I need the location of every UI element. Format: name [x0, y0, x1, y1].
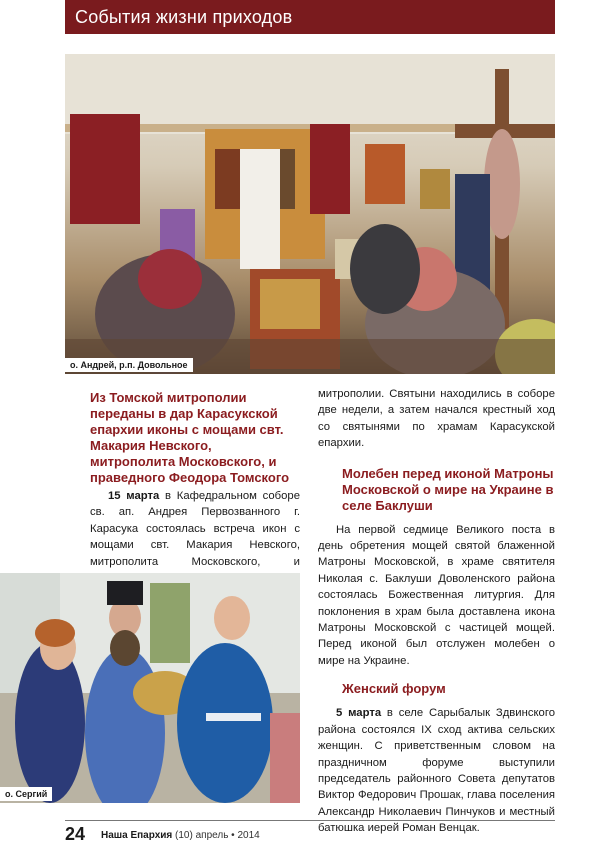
- article3-body: в селе Сарыбалык Здвинского района состоялся IX сход актива сельских женщин. С приветственным словом на праздничном форуме выступили председатель районного Совета депутатов Виктор Федорович Прошак, глава поселения Александр Николаевич Пинчуков и местный батюшка иерей Роман Венцак.: [318, 707, 555, 835]
- article1-text-right: митрополии. Святыни находились в соборе две недели, а затем начался крестный ход со святынями по храмам Карасукской епархии.: [318, 388, 555, 450]
- article1-lead-date: 15 марта: [108, 490, 160, 502]
- issue-info: (10) апрель • 2014: [175, 830, 260, 841]
- article3-paragraph: [318, 705, 555, 836]
- article1-headline: Из Томской митрополии переданы в дар Карасукской епархии иконы с мощами свт. Макария Невского, митрополита Московского, и праведного Феодора Томского: [90, 390, 290, 485]
- page-number: 24: [65, 824, 86, 844]
- article2-body: На первой седмице Великого поста в день обретения мощей святой блаженной Матроны Московской, в храме святителя Николая с. Баклуши Доволенского района состоялась Божественная литургия. Для поклонения в храм была доставлена икона Матроны Московской с частицей мощей. Перед иконой был отслужен молебен о мире на Украине.: [318, 523, 555, 667]
- article3-headline: Женский форум: [342, 681, 446, 697]
- article3-lead-date: 5 марта: [336, 707, 382, 720]
- article1-text-left: в Кафедральном соборе св. ап. Андрея Первозванного г. Карасука состоялась встреча икон с мощами свт. Макария Невского, митрополита Московского, и: [90, 490, 300, 568]
- section-header: [65, 0, 555, 34]
- church-interior-photo: [65, 54, 555, 374]
- church-interior-illustration: [65, 54, 555, 374]
- article1-headline-block: [90, 390, 300, 486]
- right-column: [318, 386, 555, 837]
- footer-info: [101, 830, 260, 841]
- footer-rule: [65, 820, 555, 821]
- priest-group-illustration: [0, 573, 300, 803]
- priest-group-photo: [0, 573, 300, 803]
- magazine-name: Наша Епархия: [101, 830, 173, 841]
- section-title: События жизни приходов: [75, 7, 293, 27]
- bottom-photo-caption: о. Сергий: [0, 787, 52, 801]
- article2-headline: Молебен перед иконой Матроны Московской о мире на Украине в селе Баклуши: [342, 465, 554, 513]
- top-photo-caption: о. Андрей, р.п. Довольное: [65, 358, 193, 372]
